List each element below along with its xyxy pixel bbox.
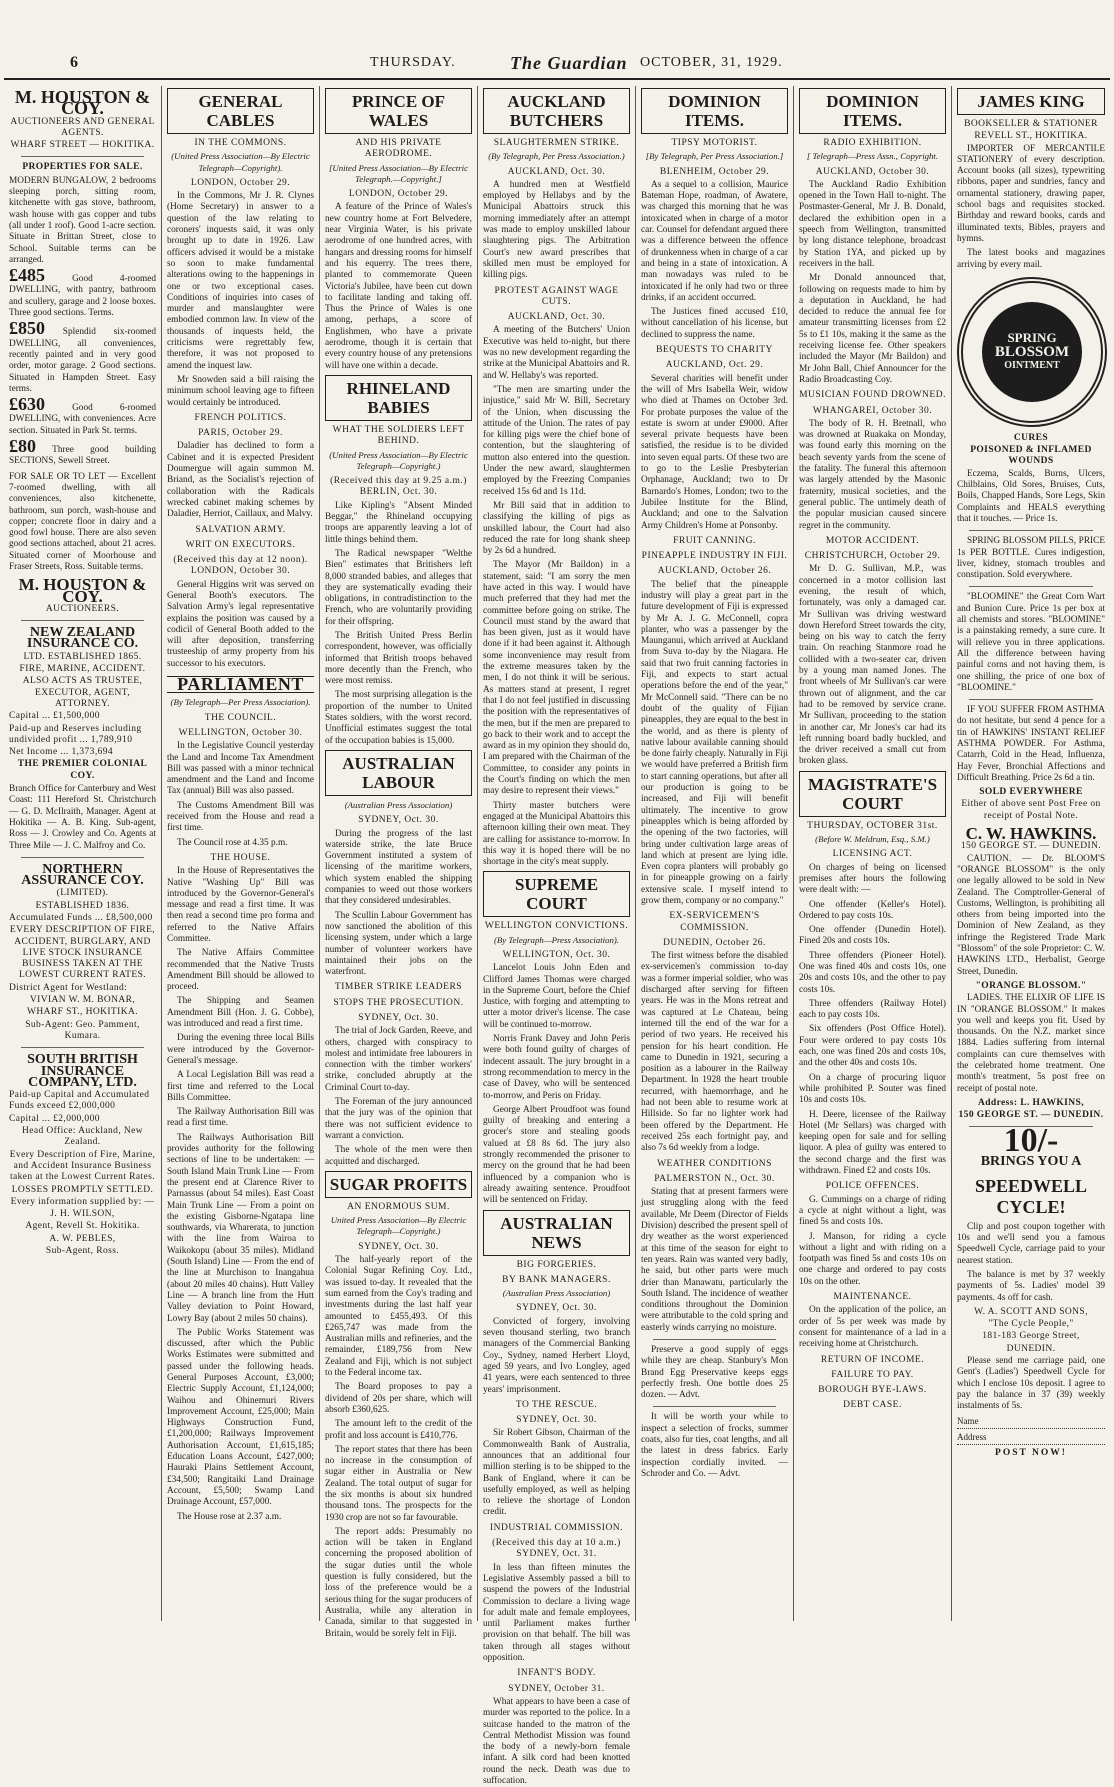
subheading: BEQUESTS TO CHARITY — [656, 345, 773, 356]
cycle-firm: DUNEDIN. — [1006, 1343, 1056, 1354]
article-paragraph: Thirty master butchers were engaged at the Municipal Abattoirs this afternoon killing their own meat. They are calling for assistance to-morrow. In this way it is hoped there will be no shortage in the city's meat supply. — [483, 800, 630, 868]
column-1 — [4, 86, 162, 1621]
property-listing: MODERN BUNGALOW, 2 bedrooms sleeping porch, sitting room, kitchenette with gas stove, bathroom, wash house with gas copper and tubs (all under 1 roof). Good 1-acre section. Situate in Brittan Street, close to School. Suitable terms can be arranged. — [9, 175, 156, 265]
insurance-name: NORTHERN ASSURANCE COY. — [21, 861, 144, 889]
insurance-office: Head Office: Auckland, New Zealand. — [21, 1126, 144, 1148]
dateline: (Received this day at 12 noon). LONDON, October 30. — [173, 555, 308, 577]
dateline: THURSDAY, OCTOBER 31st. — [807, 820, 938, 831]
insurance-name: NEW ZEALAND INSURANCE CO. — [26, 625, 139, 652]
dateline: AUCKLAND, Oct. 29. — [665, 360, 764, 371]
article-paragraph: Lancelot Louis John Eden and Clifford James Thomas were charged in the Supreme Court, before the Chief Justice, with forging and attempting to utter a motor driver's license. The case will be continued to-morrow. — [483, 963, 630, 1030]
dateline: AUCKLAND, Oct. 30. — [507, 312, 606, 323]
article-paragraph: As a sequel to a collision, Maurice Bateman Hope, roadman, of Awatere, was charged this morning that he was intoxicated when in charge of a motor car. Counsel for defendant argued there was a difference between the offence of drunkenness when in charge of a car and being in a state of intoxication. A man nowadays was ruled to be intoxicated if he only had two or three drinks, if an accident occurred. — [641, 179, 788, 303]
cycle-headline: BRINGS YOU A — [980, 1153, 1082, 1169]
property-text: Good 6-roomed DWELLING, with conveniences. Acre section. Situated in Park St. terms. — [9, 403, 156, 436]
insurance-info: Every information supplied by: — — [10, 1196, 155, 1207]
article-paragraph: On the application of the police, an order of 5s per week was made by consent for maintenance of a lad in a receiving home at Christchurch. — [799, 1305, 946, 1350]
article-paragraph: Three offenders (Railway Hotel) each to pay costs 10s. — [799, 998, 946, 1021]
article-paragraph: George Albert Proudfoot was found guilty of breaking and entering a grocer's store and stealing goods valued at £8 8s 6d. The jury also strongly recommended the prisoner to mercy on the ground that he had been influenced by a companion who is already awaiting sentence. Proudfoot will be sentenced on Friday. — [483, 1104, 630, 1206]
subheading: WELLINGTON CONVICTIONS. — [484, 921, 629, 932]
subheading: MAINTENANCE. — [833, 1292, 912, 1303]
cures-description: Eczema, Scalds, Burns, Ulcers, Chilblains, Old Sores, Bruises, Cuts, Boils, Chapped Hands, Sore Legs, Skin Complaints and HEALS everything that it touches. — Price 1s. — [957, 468, 1105, 524]
coupon-name-field[interactable] — [957, 1416, 1105, 1429]
section-heading: DOMINION ITEMS. — [799, 88, 946, 134]
hawkins-address: 150 GEORGE ST. — DUNEDIN. — [960, 841, 1102, 852]
subheading: MOTOR ACCIDENT. — [825, 535, 920, 546]
dateline: WELLINGTON, October 30. — [178, 727, 303, 738]
dateline: PARIS, October 29. — [198, 428, 283, 439]
article-paragraph: The Auckland Radio Exhibition opened in the Town Hall to-night. The Postmaster-General, Mr J. B. Donald, declared the exhibition open in a speech from Wellington, transmitted by long distance telephone, broadcast by Station 1YA, and picked up by receivers in the hall. — [799, 179, 946, 269]
logo-text: OINTMENT — [1004, 359, 1060, 371]
property-listing — [9, 318, 156, 395]
article-paragraph: Stating that at present farmers were just struggling along with the feed available, Mr Deem (Director of Fields Division) described the present spell of dry weather as the worst experienced at this time of the season for eight to ten years. Rain was wanted very badly, he said, but other parts were much drier than Manawatu, particularly the South Island. The incidence of weather conditions throughout the Dominion were attributable to the cold spring and easterly winds carrying no moisture. — [641, 1187, 788, 1333]
hawkins-address: 150 GEORGE ST. — DUNEDIN. — [958, 1110, 1104, 1121]
article-paragraph: H. Deere, licensee of the Railway Hotel (Mr Sellars) was charged with keeping open for sale and for selling liquor. A plea of guilty was entered to the second charge and the first was withdrawn. Fined £2 and costs 10s. — [799, 1109, 946, 1177]
article-paragraph: Like Kipling's "Absent Minded Beggar," the Rhineland occupying troops are apparently leaving a lot of little things behind them. — [325, 500, 472, 545]
article-paragraph: During the progress of the last waterside strike, the late Bruce Government instituted a system of licensing of the maritime workers, which system enabled the shipping companies to weed out those workers that they considered undesirables. — [325, 828, 472, 907]
section-heading: AUSTRALIAN LABOUR — [325, 750, 472, 796]
press-credit: (Australian Press Association) — [502, 1288, 611, 1299]
article-paragraph: In the Legislative Council yesterday the Land and Income Tax Amendment Bill was passed with a minor technical amendment and the Land and Income Tax (annual) Bill was also passed. — [167, 741, 314, 797]
article-paragraph: Convicted of forgery, involving seven thousand sterling, two branch managers of the Commercial Banking Coy., Sydney, named Herbert Lloyd, aged 59 years, and Ivo Longley, aged 41 years, were each sentenced to three years' imprisonment. — [483, 1316, 630, 1395]
pills-advert: SPRING BLOSSOM PILLS, PRICE 1s PER BOTTLE. Cures indigestion, liver, kidney, stomach troubles and constipation. Sold everywhere. — [957, 536, 1105, 581]
column-6 — [794, 86, 952, 1621]
insurance-premier: THE PREMIER COLONIAL COY. — [17, 759, 148, 781]
insurance-acts: ALSO ACTS AS TRUSTEE, EXECUTOR, AGENT, ATTORNEY. — [22, 676, 143, 709]
article-paragraph: The House rose at 2.37 a.m. — [177, 1511, 282, 1522]
asthma-advert: IF YOU SUFFER FROM ASTHMA do not hesitate, but send 4 pence for a tin of HAWKINS' INSTANT RELIEF ASTHMA POWDER. For Asthma, Catarrh, Cold in the Head, Influenza, Hay Fever, Bronchial Affections and Difficult Breathing. Price 2s 6d a tin. — [957, 705, 1105, 783]
subheading: IN THE COMMONS. — [194, 138, 287, 148]
cycle-firm: "The Cycle People," — [988, 1319, 1074, 1330]
coupon-address-field[interactable] — [957, 1432, 1105, 1445]
article-paragraph: Six offenders (Post Office Hotel). Four were ordered to pay costs 10s each, one was fined 20s and costs 10s, and the other 40s and costs 10s. — [799, 1024, 946, 1069]
property-price: £485 — [9, 265, 45, 286]
spring-blossom-logo — [957, 277, 1107, 427]
dateline: (Received this day at 9.25 a.m.) BERLIN, Oct. 30. — [330, 476, 467, 498]
press-credit: (Australian Press Association) — [344, 799, 453, 810]
property-text: Three good building SECTIONS, Sewell Street. — [9, 445, 156, 467]
insurance-losses: LOSSES PROMPTLY SETTLED. — [11, 1184, 154, 1195]
shop-description: The latest books and magazines arriving by every mail. — [957, 248, 1105, 270]
section-heading: RHINELAND BABIES — [325, 375, 472, 421]
subheading: TO THE RESCUE. — [515, 1399, 598, 1410]
column-3 — [320, 86, 478, 1639]
article-paragraph: The Railways Authorisation Bill provides authority for the following sections of line to be undertaken: — South Island Main Trunk Line — From the present end at Clarence River to Parnassus (about 54 miles). East Coast Main Trunk Line — From a point on the existing Gisborne-Ngatapa line southwards, via Wharerata, to junction with the line from Wairoa to Waikokopu (about 35 miles). Midland (South Island) Line — From the end of the line at Murchison to Inangahua (about 20 miles 40 chains). Hutt Valley Line — A branch line from the Hutt Valley deviation to Point Howard, Lowry Bay (about 2 miles 50 chains). — [167, 1132, 314, 1324]
article-paragraph: The Customs Amendment Bill was received from the House and read a first time. — [167, 800, 314, 834]
press-credit: (By Telegraph, Per Press Association.) — [488, 151, 625, 162]
shop-name: JAMES KING — [957, 88, 1105, 115]
press-credit: [United Press Association—By Electric Telegraph.—Copyright.] — [328, 162, 469, 184]
dateline: DUNEDIN, October 26. — [663, 937, 766, 948]
subheading: AND HIS PRIVATE AERODROME. — [355, 138, 442, 160]
section-heading: PARLIAMENT — [167, 676, 314, 693]
dateline: SYDNEY, Oct. 30. — [358, 1013, 439, 1023]
column-2 — [162, 86, 320, 1621]
property-listing — [9, 265, 156, 319]
article-paragraph: What appears to have been a case of murder was reported to the police. In a suitcase handed to the matron of the Central Methodist Mission was found the body of a newly-born female infant. A silk cord had been knotted round the neck. Death was due to suffocation. — [483, 1696, 630, 1786]
article-paragraph: One offender (Keller's Hotel). Ordered to pay costs 10s. — [799, 899, 946, 921]
article-paragraph: The first witness before the disabled ex-servicemen's commission to-day was a former imperial soldier, who was discharged after serving for fifteen years. He was in the Mons retreat and was captured at Le Chateau, being interned till the end of the war for a period of two years. He received his pension for his heart condition. He came to Dunedin in 1921, securing a position as a labourer in the Railway Department. In 1928 the heart trouble recurred, with haemorrhage, and he had not been able to resume work at Hillside. So far no lighter work had been offered by the Department. He received 25s each fortnight pay, and also 7s 6d weekly from a lodge. — [641, 951, 788, 1154]
subheading: POLICE OFFENCES. — [825, 1181, 920, 1192]
insurance-agent-label: District Agent for Westland: — [9, 982, 128, 993]
insurance-agent-address: Agent, Revell St. Hokitika. — [25, 1221, 140, 1232]
article-paragraph: J. Manson, for riding a cycle without a light and with riding on a footpath was fined 5s and costs 10s on one charge and ordered to pay costs 10s on the other. — [799, 1231, 946, 1287]
subheading: WRIT ON EXECUTORS. — [185, 539, 296, 550]
insurance-description: Every Description of Fire, Marine, and Accident Insurance Business taken at the Lowest Current Rates. — [9, 1149, 156, 1183]
press-credit: (United Press Association—By Electric Telegraph—Copyright.) — [329, 449, 468, 471]
insurance-capital: Capital ... £1,500,000 — [9, 711, 100, 722]
subheading: FRENCH POLITICS. — [194, 412, 287, 423]
masthead — [0, 0, 1114, 82]
to-let-listing: FOR SALE OR TO LET — Excellent 7-roomed dwelling, with all conveniences, also kitchenette, bathroom, sun porch, wash-house and copper; concrete floor in dairy and a good fowl house. There are also seven good sections attached, about 21 acres. Situated corner of Moorhouse and Fraser Streets, Ross. Suitable terms. — [9, 471, 156, 572]
insurance-branch: Branch Office for Canterbury and West Coast: 111 Hereford St. Christchurch — G. D. McIlraith, Manager. Agent at Hokitika — A. B. King. Sub-agent, Ross — J. Crowley and Co. Agents at Three Mile — J. C. Malfroy and Co. — [9, 784, 156, 851]
shop-description: IMPORTER OF MERCANTILE STATIONERY of every description. Account books (all sizes), typewriting ribbons, paper and sundries, fancy and ornamental stationery, drawing paper, school bags and requisites stocked. Birthday and reward books, cards and illuminated texts, Bibles, prayers and hymns. — [957, 143, 1105, 244]
firm-name: M. HOUSTON & COY. — [18, 575, 147, 606]
subheading: BOROUGH BYE-LAWS. — [818, 1385, 927, 1396]
dateline: PALMERSTON N., Oct. 30. — [654, 1173, 775, 1184]
page-columns — [4, 86, 1110, 1786]
article-paragraph: "The men are smarting under the injustice," said Mr W. Bill, Secretary of the Union, when discussing the attitude of the Union. The rates of pay for killing pigs were the chief bone of contention, but the slaughtering of mutton also entered into the question. Under the new award, slaughtermen employed by the Freezing Companies received 15s 6d and 1s 11d. — [483, 384, 630, 497]
article-paragraph: Mr Donald announced that, following on requests made to him by a deputation in Auckland, he had decided to reduce the annual fee for amateur transmitting licenses from £2 5s to £1 10s, making it the same as the receiving license fee. Other speakers included the Mayor (Mr Baildon) and Mr John Ball, Chief Announcer for the Radio Broadcasting Coy. — [799, 273, 946, 385]
article-paragraph: In the House of Representatives the Native "Washing Up" Bill was introduced by the Governor-General's message and read a first time. It was then read a second time pro forma and referred to the Native Affairs Committee. — [167, 866, 314, 944]
article-paragraph: The half-yearly report of the Colonial Sugar Refining Coy. Ltd., was issued to-day. It revealed that the sum earned from the Coy's trading and investments during the last half year amounted to £455,493. Of this £265,747 was made from the Australian mills and refineries, and the remainder, £189,756 from New Zealand and Fiji, which is not subject to the Federal income tax. — [325, 1255, 472, 1379]
article-paragraph: The trial of Jock Garden, Reeve, and others, charged with conspiracy to molest and intimidate free labourers in connection with the timber workers' strike, concluded abruptly at the Criminal Court to-day. — [325, 1026, 472, 1093]
article-paragraph: On charges of being on licensed premises after hours the following were dealt with: — — [799, 862, 946, 896]
article-paragraph: The amount left to the credit of the profit and loss account is £410,776. — [325, 1419, 472, 1441]
post-now: POST NOW! — [995, 1447, 1067, 1458]
logo-text: BLOSSOM — [994, 343, 1070, 360]
page-number: 6 — [70, 54, 79, 71]
property-listing — [9, 394, 156, 437]
coupon-name-label: Name — [957, 1415, 979, 1426]
dateline: AUCKLAND, October 30. — [815, 166, 930, 177]
section-heading: SUGAR PROFITS — [325, 1171, 472, 1198]
logo-text: SPRING — [1007, 329, 1057, 345]
subheading: LICENSING ACT. — [832, 849, 913, 860]
subheading: AN ENORMOUS SUM. — [347, 1201, 450, 1212]
press-credit: [By Telegraph, Per Press Association.] — [645, 151, 784, 162]
article-paragraph: A meeting of the Butchers' Union Executive was held to-night, but there was no new development regarding the strike at the Municipal Abattoirs and R. and W. Hellaby's was reported. — [483, 325, 630, 381]
insurance-established: LTD. ESTABLISHED 1865. — [23, 651, 142, 662]
insurance-established: ESTABLISHED 1836. — [35, 900, 130, 911]
subheading: THE HOUSE. — [210, 852, 271, 863]
article-paragraph: One offender (Dunedin Hotel). Fined 20s and costs 10s. — [799, 925, 946, 947]
article-paragraph: The Foreman of the jury announced that the jury was of the opinion that there was not sufficient evidence to warrant a conviction. — [325, 1097, 472, 1141]
article-paragraph: Daladier has declined to form a Cabinet and it is expected President Doumergue will again summon M. Briand, as the Socialist's rejection of collaboration with the Radicals wrecked cabinet making schemes by Daladier, Herriot, Caillaux, and Malvy. — [167, 441, 314, 520]
article-paragraph: The whole of the men were then acquitted and discharged. — [325, 1145, 472, 1167]
logo-seal — [982, 302, 1082, 402]
insurance-name: SOUTH BRITISH INSURANCE COMPANY, LTD. — [27, 1052, 138, 1090]
dateline: (Received this day at 10 a.m.) SYDNEY, Oct. 31. — [492, 1538, 621, 1560]
dateline: SYDNEY, Oct. 30. — [358, 815, 439, 826]
section-heading: MAGISTRATE'S COURT — [799, 771, 946, 817]
subheading: INDUSTRIAL COMMISSION. — [489, 1522, 624, 1533]
insurance-capital: Capital ... £2,000,000 — [9, 1113, 100, 1124]
masthead-date: OCTOBER, 31, 1929. — [640, 55, 783, 70]
firm-subtitle: AUCTIONEERS. — [45, 603, 120, 614]
cycle-headline: SPEEDWELL CYCLE! — [974, 1175, 1088, 1217]
firm-name: M. HOUSTON & COY. — [14, 87, 151, 119]
dateline: WELLINGTON, Oct. 30. — [502, 950, 611, 960]
shop-address: REVELL ST., HOKITIKA. — [974, 131, 1088, 142]
press-credit: [ Telegraph—Press Assn., Copyright. — [806, 151, 939, 162]
property-listing — [9, 436, 156, 468]
dateline: SYDNEY, Oct. 30. — [516, 1415, 597, 1426]
article-paragraph: A Local Legislation Bill was read a first time and referred to the Local Bills Committee. — [167, 1070, 314, 1103]
article-paragraph: The Public Works Statement was discussed, after which the Public Works Estimates were submitted and passed under the following heads. General Purposes Account, £3,000; Electric Supply Account, £1,124,000; Waihou and Ohinemuri Rivers Improvement Account, £25,000; Main Highways Construction Fund, £1,200,000; Railways Improvement Authorisation Account, £1,615,185; Education Loans Account, £427,000; Hauraki Plains Settlement Account, £34,500; Rangitaiki Land Drainage Account, £5,500; Swamp Land Drainage Account, £57,000. — [167, 1327, 314, 1508]
insurance-capital: Paid-up Capital and Accumulated Funds exceed £2,000,000 — [9, 1090, 150, 1112]
ladies-advert: LADIES. THE ELIXIR OF LIFE IS IN "ORANGE BLOSSOM." It makes you well and keeps you fit. Used by thousands. On the N.Z. market since 1884. Ladies suffering from internal complaints can cure themselves with the celebrated home treatment. One month's treatment, 5s post free on receipt of postal note. — [957, 993, 1105, 1094]
advertisement: Preserve a good supply of eggs while they are cheap. Stanbury's Mon Brand Egg Preservative keeps eggs perfectly fresh. One bottle does 25 dozen. — Advt. — [641, 1344, 788, 1401]
firm-subtitle: AUCTIONEERS AND GENERAL AGENTS. — [10, 116, 155, 138]
insurance-limited: (LIMITED). — [56, 888, 109, 899]
article-paragraph: The Justices fined accused £10, without cancellation of his license, but declined to suppress the name. — [641, 307, 788, 340]
article-paragraph: The Scullin Labour Government has now sanctioned the abolition of this licensing system, under which a large number of volunteer workers have maintained their jobs on the waterfront. — [325, 910, 472, 978]
article-paragraph: Three offenders (Pioneer Hotel). One was fined 40s and costs 10s, one 20s and costs 10s, and the other to pay costs 10s. — [799, 950, 946, 995]
cycle-description: The balance is met by 37 weekly payments of 5s. Ladies' model 39 payments. 4s off for cash. — [957, 1269, 1105, 1303]
article-paragraph: In less than fifteen minutes the Legislative Assembly passed a bill to suspend the powers of the Industrial Commission to declare a living wage for adult male and female employees, until Parliament makes further provision on that behalf. The bill was taken through all stages without opposition. — [483, 1562, 630, 1664]
insurance-description: EVERY DESCRIPTION OF FIRE, ACCIDENT, BURGLARY, AND LIVE STOCK INSURANCE BUSINESS TAKEN AT THE LOWEST CURRENT RATES. — [9, 925, 156, 981]
insurance-agent-name: J. H. WILSON, — [50, 1209, 115, 1220]
article-paragraph: The most surprising allegation is the proportion of the number to United States soldiers, with the worst record. Unofficial estimates suggest the total of the occupation babies is 15,000. — [325, 690, 472, 746]
insurance-subagent: Sub-Agent: Geo. Pamment, Kumara. — [25, 1019, 140, 1041]
bloomine-advert: "BLOOMINE" the Great Corn Wart and Bunion Cure. Price 1s per box at all chemists and stores. "BLOOMINE" is a painstaking remedy, a sure cure. It will relieve you in three applications. All the difference between having painful corns and not having them, is one shilling, the price of one box of "BLOOMINE." — [957, 592, 1105, 693]
subheading: FAILURE TO PAY. — [831, 1369, 914, 1380]
dateline: AUCKLAND, Oct. 30. — [507, 166, 606, 177]
article-paragraph: Mr D. G. Sullivan, M.P., was concerned in a motor collision last evening, the result of which, fortunately, was only a damaged car. Mr Sullivan was driving westward down Hereford Street towards the city, being on his way to catch the ferry train. On reaching Stanmore road he collided with a two-seater car, driven by a young man named Jones. The front wheels of Mr Sullivan's car were thrown out of alignment, and the car had to be removed by service crane. Mr Sullivan, proceeding to the station in another car, Mr Jones's car had its left running board badly buckled, and the driver received a small cut from broken glass. — [799, 564, 946, 767]
insurance-agent-address: WHARF ST., HOKITIKA. — [27, 1007, 138, 1018]
dateline: LONDON, October 29. — [348, 189, 449, 200]
dateline: LONDON, October 29. — [190, 177, 291, 188]
article-paragraph: The report states that there has been no increase in the consumption of sugar either in Australia or New Zealand. The total output of sugar for the six months is about six hundred thousand tons. The prospects for the 1930 crop are not so far favourable. — [325, 1444, 472, 1523]
subheading: TIMBER STRIKE LEADERS — [334, 982, 463, 993]
dateline: SYDNEY, Oct. 30. — [358, 1241, 439, 1252]
subheading: PROTEST AGAINST WAGE CUTS. — [494, 285, 619, 307]
dateline: WHANGAREI, October 30. — [812, 405, 933, 416]
firm-address: WHARF STREET — HOKITIKA. — [10, 140, 155, 151]
insurance-reserves: Paid-up and Reserves including undivided profit ... 1,789,910 — [9, 723, 142, 745]
subheading: BY BANK MANAGERS. — [502, 1274, 611, 1285]
property-text: Good 4-roomed DWELLING, with pantry, bathroom and scullery, garage and 2 loose boxes. Three good sections. Terms. — [9, 274, 156, 319]
subheading: TIPSY MOTORIST. — [671, 138, 758, 148]
subheading: STOPS THE PROSECUTION. — [333, 997, 464, 1008]
property-price: £80 — [9, 436, 36, 457]
cycle-firm: W. A. SCOTT AND SONS, — [974, 1306, 1088, 1317]
masthead-day: THURSDAY. — [370, 55, 456, 70]
article-paragraph: A feature of the Prince of Wales's new country home at Fort Belvedere, near Virginia Water, is his private aerodrome of one hundred acres, with hangars and dressing rooms for himself and his equerry. The trees there, planted to commemorate Queen Victoria's Jubilee, have been cut down to facilitate landing and taking off. Thus the Prince of Wales is one among, perhaps, a score of Englishmen, who have a private aerodrome, though it is certain that every country house of any pretensions will have one within a decade. — [325, 202, 472, 371]
subheading: RADIO EXHIBITION. — [823, 138, 922, 148]
section-heading: AUSTRALIAN NEWS — [483, 1210, 630, 1256]
article-paragraph: Mr Snowden said a bill raising the minimum school leaving age to fifteen would certainly be introduced. — [167, 374, 314, 408]
masthead-title: The Guardian — [510, 52, 628, 73]
article-paragraph: The Native Affairs Committee recommended that the Native Trusts Amendment Bill should be allowed to proceed. — [167, 948, 314, 993]
subheading: THE COUNCIL. — [204, 712, 277, 723]
article-paragraph: Norris Frank Davey and John Peris were both found guilty of charges of indecent assault. The jury brought in a strong recommendation to mercy in the case of Davey, who will be sentenced to-morrow, and Peris on Friday. — [483, 1034, 630, 1101]
column-7 — [952, 86, 1110, 1621]
subheading: FRUIT CANNING. — [673, 535, 756, 546]
article-paragraph: The body of R. H. Bretnall, who was drowned at Ruakaka on Monday, was found early this morning on the beach seventy yards from the scene of the fatality. The funeral this afternoon was largely attended by the Masonic fraternity, musical societies, and the general public. The untimely death of the popular musician caused sincere regret in the community. — [799, 418, 946, 531]
article-paragraph: The Radical newspaper "Welthe Bien" estimates that Britishers left 8,000 stranded babies, and alleges that they are systematically evading their obligations, in contradistinction to the French, who are voluntarily providing for their offspring. — [325, 548, 472, 627]
press-credit: (United Press Association—By Electric Telegraph—Copyright). — [171, 151, 310, 173]
insurance-lines: FIRE, MARINE, ACCIDENT. — [19, 664, 146, 675]
subheading: WHAT THE SOLDIERS LEFT BEHIND. — [332, 424, 465, 447]
property-price: £630 — [9, 394, 45, 415]
subheading: MUSICIAN FOUND DROWNED. — [799, 390, 946, 401]
orange-blossom-heading: "ORANGE BLOSSOM." — [975, 980, 1087, 991]
dateline: CHRISTCHURCH, October 29. — [804, 551, 941, 562]
subheading: RETURN OF INCOME. — [820, 1354, 925, 1365]
subheading: SALVATION ARMY. — [195, 524, 286, 535]
article-paragraph: A hundred men at Westfield employed by Hellabys and by the Municipal Abattoirs struck this morning immediately after an attempt was made to employ unskilled labour slaughtering pigs. The Arbitration Court's new award prescribes that skilled men must be employed for killing pigs. — [483, 179, 630, 281]
dateline: SYDNEY, Oct. 30. — [516, 1303, 597, 1314]
cycle-price: 10/- — [1003, 1122, 1059, 1160]
insurance-funds: Accumulated Funds ... £8,500,000 — [9, 913, 153, 923]
article-paragraph: The Council rose at 4.35 p.m. — [177, 837, 288, 848]
insurance-income: Net Income ... 1,373,694 — [9, 747, 114, 758]
article-paragraph: Sir Robert Gibson, Chairman of the Commonwealth Bank of Australia, announces that an additional four million sterling is to be shipped to the Bank of England, where it can be usefully employed, as well as helping to relieve the shortage of London credit. — [483, 1428, 630, 1518]
hawkins-address: Address: L. HAWKINS, — [977, 1097, 1084, 1108]
coupon-address-label: Address — [957, 1431, 987, 1442]
section-heading: GENERAL CABLES — [167, 88, 314, 134]
properties-heading: PROPERTIES FOR SALE. — [22, 162, 143, 173]
court-bench: (Before W. Meldrum, Esq., S.M.) — [815, 834, 930, 845]
section-heading: DOMINION ITEMS. — [641, 88, 788, 134]
insurance-agent-address: Sub-Agent, Ross. — [45, 1246, 120, 1257]
section-heading: SUPREME COURT — [483, 871, 630, 917]
subheading: WEATHER CONDITIONS — [657, 1158, 772, 1169]
article-paragraph: The Shipping and Seamen Amendment Bill (Hon. J. G. Cobbe), was introduced and read a first time. — [167, 996, 314, 1030]
cycle-firm: 181-183 George Street, — [982, 1331, 1080, 1342]
post-free-note: Either of above sent Post Free on receipt of Postal Note. — [961, 799, 1101, 821]
section-heading: AUCKLAND BUTCHERS — [483, 88, 630, 134]
caution-notice: CAUTION. — Dr. BLOOM'S "ORANGE BLOSSOM" is the only one legally allowed to be sold in New Zealand. The Comptroller-General of Customs, Wellington, is prohibiting all others from being imported into the Dominion of New Zealand, as they infringe the Registered Trade Mark "Blossom" of the sole Proprietor: C. W. HAWKINS LTD., Herbalist, George Street, Dunedin. — [957, 853, 1105, 977]
press-credit: (By Telegraph—Press Association). — [493, 934, 620, 945]
article-paragraph: The British United Press Berlin correspondent, however, was officially informed that British troops behaved more decently than the French, who were most remiss. — [325, 630, 472, 687]
article-paragraph: Mr Bill said that in addition to classifying the killing of pigs as unskilled labour, the Court had also reduced the rate for long shank sheep by 2s 6d a hundred. — [483, 500, 630, 557]
article-paragraph: On a charge of procuring liquor while prohibited P. Souter was fined 10s and costs 10s. — [799, 1072, 946, 1106]
article-paragraph: Several charities will benefit under the will of Mrs Isabella Weir, widow who died at Thames on October 3rd. For probate purposes the value of the estate is sworn at under £9000. After several private bequests have been satisfied, the residue is to be divided into seven equal parts. Of these two are to go to the Leslie Presbyterian Orphanage, Auckland; two to Dr Barnardo's Homes, London; two to the Jubilee Institute for the Blind, Auckland; and one to the Salvation Army Children's Home at Ponsonby. — [641, 373, 788, 531]
dateline: AUCKLAND, October 26. — [657, 566, 772, 577]
subheading: BIG FORGERIES. — [516, 1259, 597, 1270]
column-5 — [636, 86, 794, 1621]
press-credit: United Press Association—By Electric Telegraph—Copyright.) — [330, 1215, 467, 1237]
subheading: EX-SERVICEMEN'S COMMISSION. — [669, 911, 760, 933]
article-paragraph: The Railway Authorisation Bill was read a first time. — [167, 1107, 314, 1129]
subheading: SLAUGHTERMEN STRIKE. — [493, 138, 620, 148]
article-paragraph: The belief that the pineapple industry will play a great part in the future development of Fiji is expressed by Mr A. J. G. McConnell, copra planter, who was a passenger by the Maunganui, which arrived at Auckland from Suva to-day by the Niagara. He said that two fruit canning factories in Fiji, and expects to start actual operations before the end of the year," Mr McConnell said. "There can be no doubt of the quality of Fijian pineapples, they are equal to the best in the world, and as there is plenty of native labour available canning should be done fairly cheaply. Naturally in Fiji we would have preferred a British firm to start canning operations, but after all our production is going to be increased, and Fiji will benefit ultimately. The incentive to grow pineapples which is being afforded by the opening of the two factories, will bring under cultivation large areas of land which at present are lying idle. Even copra planters will probably go in for pineapple growing on a fairly extensive scale. I myself intend to grow them, company or no company." — [641, 579, 788, 906]
property-price: £850 — [9, 318, 45, 339]
article-paragraph: In the Commons, Mr J. R. Clynes (Home Secretary) in answer to a question of the law relating to coroners' inquests said, it was only brought up to date in 1926. Law officers advised it would be a mistake so soon to make fundamental alterations owing to the happenings in one or two exceptional cases. Conditions of inquiries into cases of murder and manslaughter were embodied common law. In view of the thousands of inquests held, the criticisms were regrettably few, therefore, it was not proposed to amend the inquest law. — [167, 191, 314, 371]
insurance-agent-name: VIVIAN W. M. BONAR, — [29, 995, 136, 1006]
column-4 — [478, 86, 636, 1786]
sold-everywhere: SOLD EVERYWHERE — [979, 787, 1083, 798]
cures-subheading: POISONED & INFLAMED WOUNDS — [970, 445, 1092, 467]
article-paragraph: The Board proposes to pay a dividend of 20s per share, which will absorb £360,625. — [325, 1382, 472, 1415]
section-heading: PRINCE OF WALES — [325, 88, 472, 134]
subheading: PINEAPPLE INDUSTRY IN FIJI. — [641, 551, 788, 562]
press-credit: (By Telegraph—Per Press Association). — [170, 697, 311, 708]
dateline: SYDNEY, October 31. — [508, 1683, 605, 1694]
coupon-text: Please send me carriage paid, one Gent's (Ladies') Speedwell Cycle for which I enclose 10s deposit. I agree to pay the balance in 37 (39) weekly instalments of 5s. — [957, 1356, 1105, 1412]
cures-heading: CURES — [1013, 432, 1049, 443]
article-paragraph: The report adds: Presumably no action will be taken in England concerning the proposed abolition of the sugar duties until the whole question is fully considered, but the loss of the preference would be a serious thing for the sugar producers of Australia, while any alteration in Canada, similar to that suggested in Britain, would be sorely felt in Fiji. — [325, 1526, 472, 1639]
property-text: Splendid six-roomed DWELLING, all conveniences, recently painted and in very good order, motor garage. 2 Good sections. Situated in Hampden Street. Easy terms. — [9, 327, 156, 394]
article-paragraph: During the evening three local Bills were introduced by the Governor-General's message. — [167, 1033, 314, 1066]
article-paragraph: General Higgins writ was served on General Booth's executors. The Salvation Army's legal representative explains the position was caused by a codicil of General Booth added to the will after deposition, transferring trusteeship of army property from his successor to his executors. — [167, 579, 314, 669]
hawkins-name: C. W. HAWKINS. — [965, 824, 1097, 844]
article-paragraph: G. Cummings on a charge of riding a cycle at night without a light, was fined 5s and costs 10s. — [799, 1194, 946, 1228]
subheading: DEBT CASE. — [843, 1400, 902, 1411]
article-paragraph: The Mayor (Mr Baildon) in a statement, said: "I am sorry the men have acted in this way. I would have much preferred that they had met the committee before going on strike. The Council must stand by the award that has been given, just as it would have done if it had been against it. Although some inconvenience may result from the extreme measures taken by the men, I do not think it will be serious. As matters stand at present, I regret that I do not feel justified in discussing the position with the representatives of the men, but if the men are prepared to go back to their work and to accept the award as in my opinion they should do, I am prepared with the Chairman of the Committee, to consider any points in the Court's finding on which the men may desire to represent their views." — [483, 560, 630, 797]
shop-subtitle: BOOKSELLER & STATIONER — [964, 119, 1098, 129]
advertisement: It will be worth your while to inspect a selection of frocks, summer coats, also fur ties, coat lengths, and all the latest in dress fabrics. Early inspection cordially invited. — Schroder and Co. — Advt. — [641, 1412, 788, 1479]
dateline: BLENHEIM, October 29. — [659, 166, 770, 177]
insurance-agent-name: A. W. PEBLES, — [49, 1233, 116, 1244]
subheading: INFANT'S BODY. — [517, 1668, 596, 1679]
cycle-description: Clip and post coupon together with 10s and we'll send you a famous Speedwell Cycle, carriage paid to your nearest station. — [957, 1221, 1105, 1266]
